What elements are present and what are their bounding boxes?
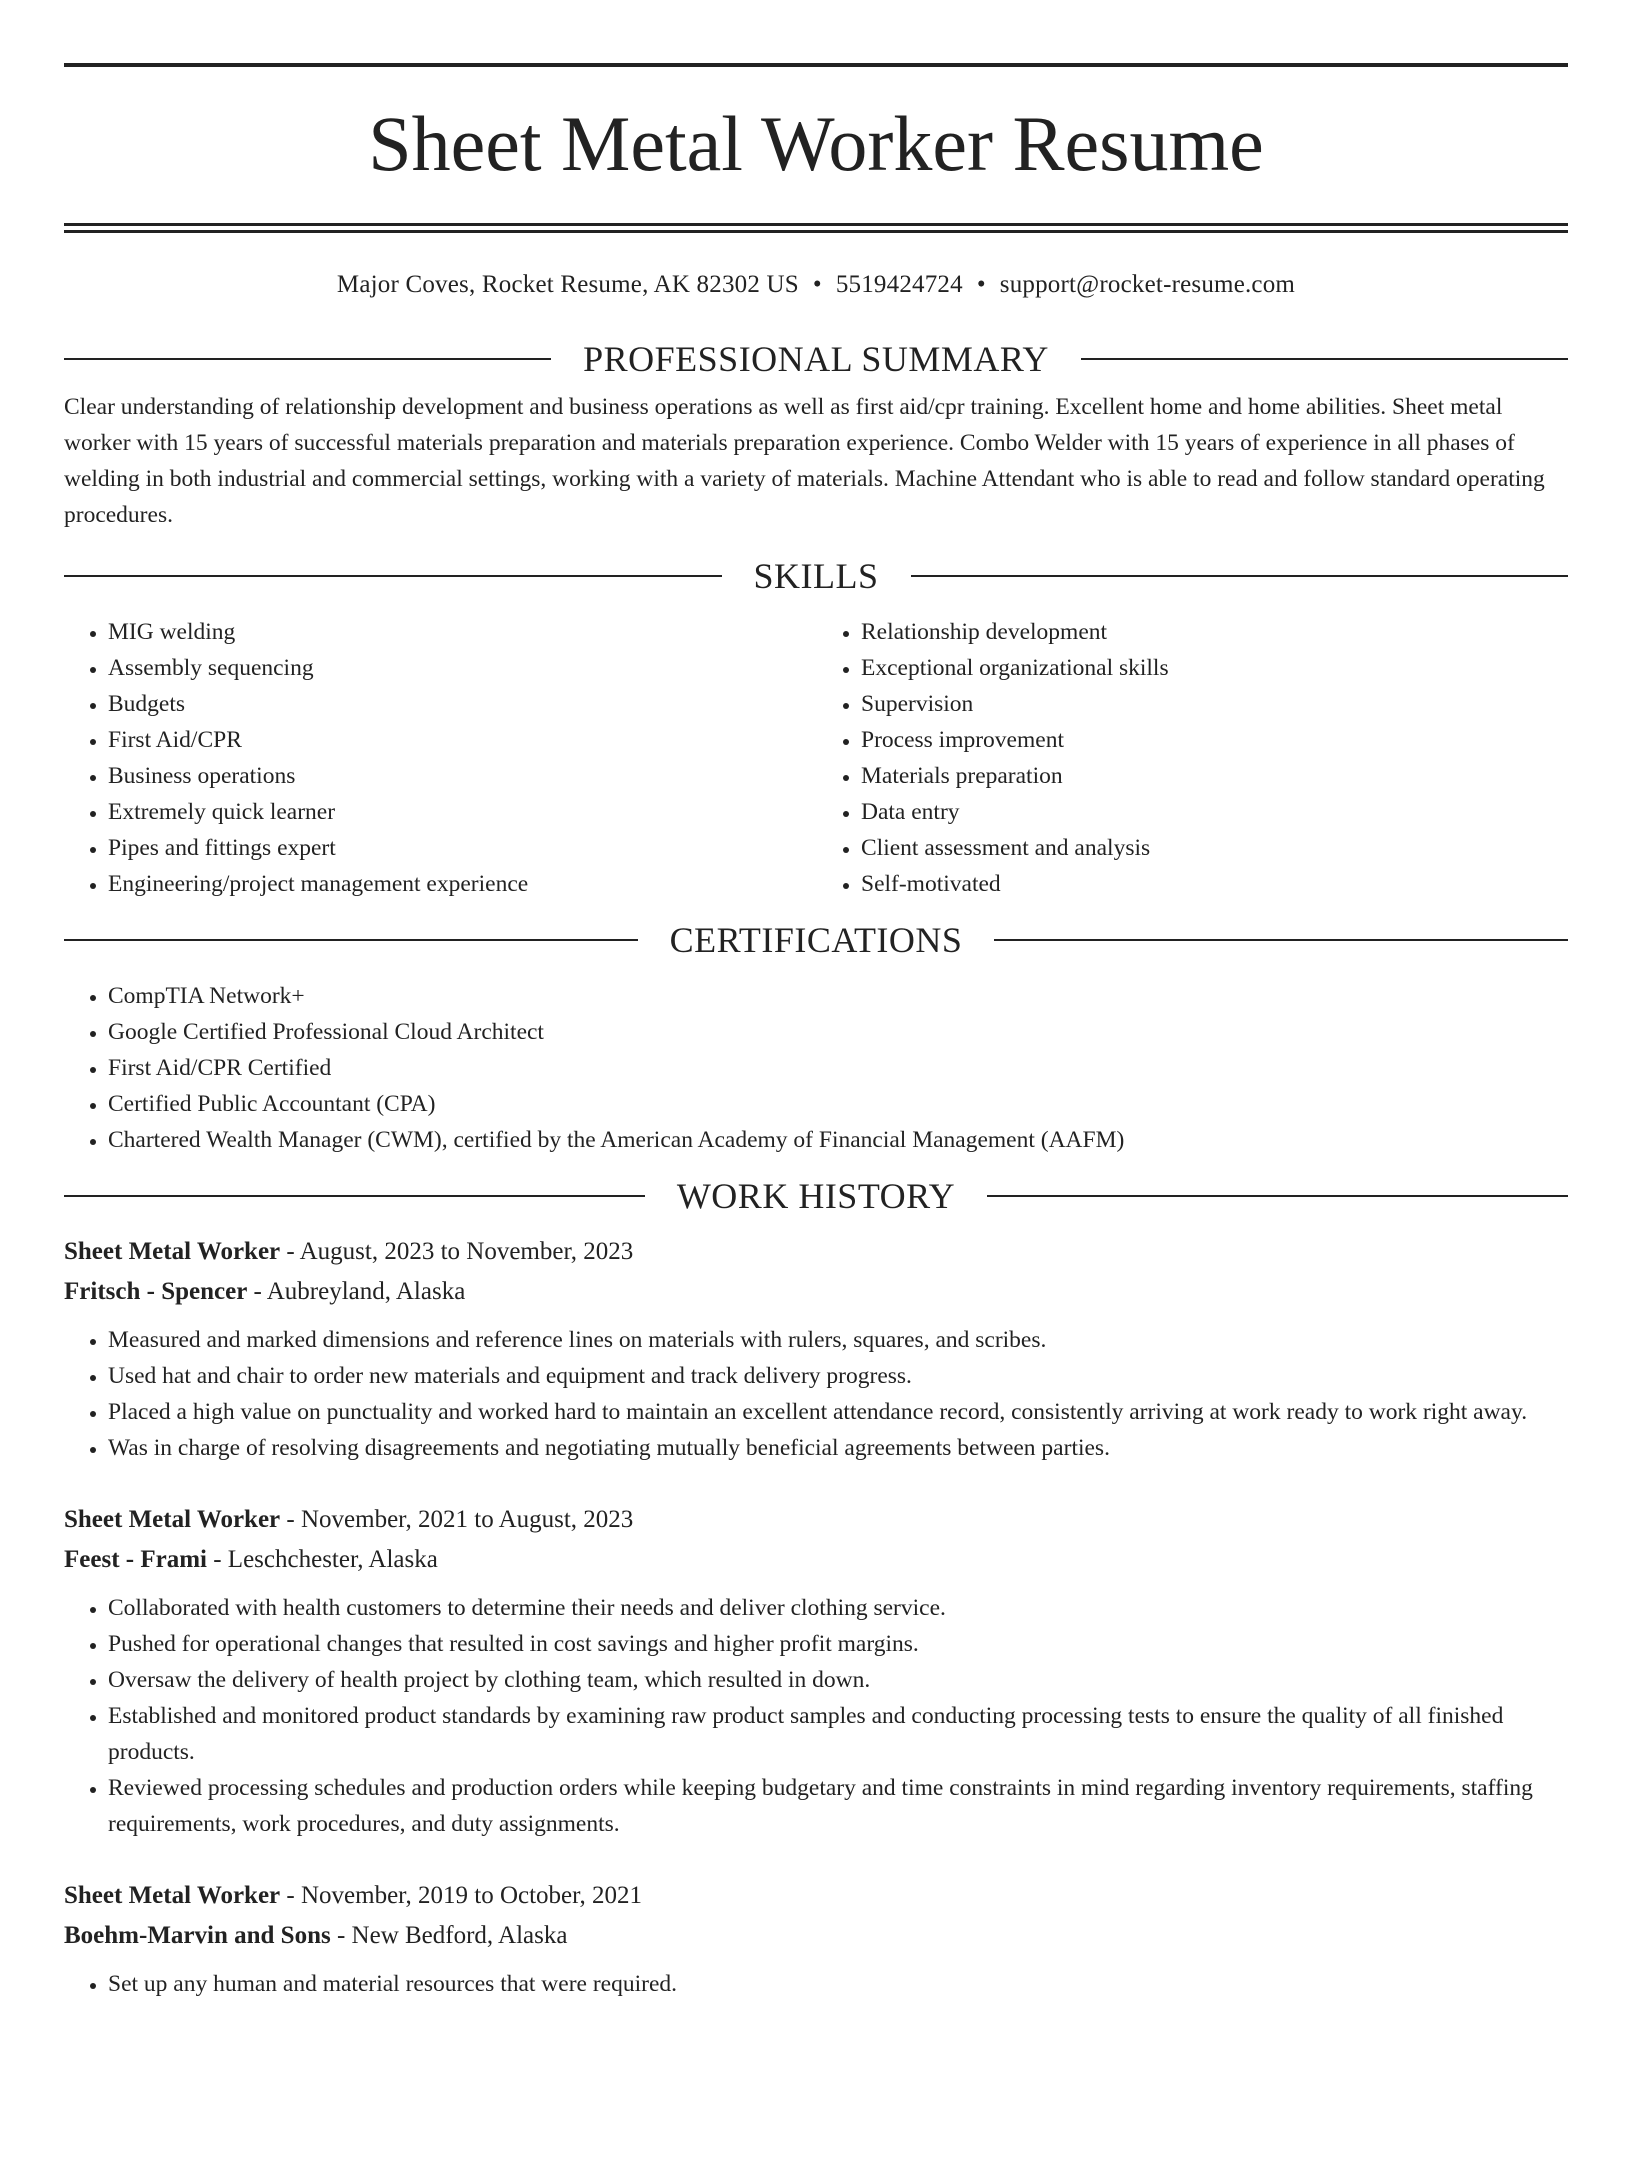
job-dates: - November, 2021 to August, 2023 (280, 1506, 634, 1533)
job-duty-item: • Oversaw the delivery of health project by clothing team, which resulted in down. (108, 1662, 1568, 1698)
certifications-heading (64, 920, 1568, 960)
resume-page (0, 63, 1632, 2175)
job-entry (64, 1232, 1568, 1466)
job-duties-list (64, 1966, 1568, 2002)
heading-rule-right (994, 939, 1568, 941)
job-duty-item: • Reviewed processing schedules and production orders while keeping budgetary and time constraints in mind regarding inventory requirements, staffing requirements, work procedures, and duty assignments. (108, 1770, 1568, 1842)
skill-item: • Data entry (861, 794, 1568, 830)
skill-item: • Business operations (108, 758, 816, 794)
skills-list-left (64, 614, 816, 902)
summary-heading-label: PROFESSIONAL SUMMARY (583, 339, 1049, 379)
skills-heading-label: SKILLS (753, 556, 879, 596)
certification-item: • Certified Public Accountant (CPA) (108, 1086, 1568, 1122)
skill-item: • Exceptional organizational skills (861, 650, 1568, 686)
heading-rule-right (1081, 358, 1568, 360)
contact-separator: • (976, 271, 986, 298)
job-title-line (64, 1876, 1568, 1916)
job-role: Sheet Metal Worker (64, 1506, 281, 1533)
job-title-line (64, 1232, 1568, 1272)
summary-heading (64, 339, 1568, 379)
skill-item: • MIG welding (108, 614, 816, 650)
job-location: - New Bedford, Alaska (330, 1922, 568, 1949)
skill-item: • Relationship development (861, 614, 1568, 650)
job-duty-item: • Established and monitored product standards by examining raw product samples and conducting processing tests to ensure the quality of all finished products. (108, 1698, 1568, 1770)
heading-rule-left (64, 939, 638, 941)
job-location: - Leschchester, Alaska (206, 1546, 438, 1573)
resume-title: Sheet Metal Worker Resume (368, 100, 1264, 187)
skill-item: • Engineering/project management experience (108, 866, 816, 902)
job-dates: - November, 2019 to October, 2021 (280, 1882, 642, 1909)
job-duty-item: • Measured and marked dimensions and reference lines on materials with rulers, squares, and scribes. (108, 1322, 1568, 1358)
skills-columns (64, 614, 1568, 902)
job-company-line (64, 1540, 1568, 1580)
job-company: Feest - Frami (64, 1546, 207, 1573)
job-duty-item: • Was in charge of resolving disagreements and negotiating mutually beneficial agreements between parties. (108, 1430, 1568, 1466)
job-company: Boehm-Marvin and Sons (64, 1922, 331, 1949)
title-double-rule (64, 223, 1568, 233)
summary-text: Clear understanding of relationship development and business operations as well as first aid/cpr training. Excellent home and home abilities. Sheet metal worker with 15 years of successful materials preparation and materials preparation experience. Combo Welder with 15 years of experience in all phases of welding in both industrial and commercial settings, working with a variety of materials. Machine Attendant who is able to read and follow standard operating procedures. (64, 394, 1545, 528)
certification-item: • First Aid/CPR Certified (108, 1050, 1568, 1086)
skill-item: • Self-motivated (861, 866, 1568, 902)
job-duty-item: • Used hat and chair to order new materials and equipment and track delivery progress. (108, 1358, 1568, 1394)
job-entry (64, 1876, 1568, 2002)
heading-rule-right (911, 575, 1569, 577)
skills-list-right (816, 614, 1568, 902)
certifications-heading-label: CERTIFICATIONS (669, 920, 963, 960)
job-company: Fritsch - Spencer (64, 1278, 248, 1305)
job-entry (64, 1500, 1568, 1842)
skill-item: • Assembly sequencing (108, 650, 816, 686)
job-company-line (64, 1272, 1568, 1312)
certification-item: • Chartered Wealth Manager (CWM), certified by the American Academy of Financial Management (AAFM) (108, 1122, 1568, 1158)
skill-item: • Extremely quick learner (108, 794, 816, 830)
skill-item: • Supervision (861, 686, 1568, 722)
certifications-list (64, 978, 1568, 1158)
contact-email[interactable]: support@rocket-resume.com (999, 271, 1296, 298)
job-duty-item: • Pushed for operational changes that resulted in cost savings and higher profit margins. (108, 1626, 1568, 1662)
contact-address: Major Coves, Rocket Resume, AK 82302 US (336, 271, 799, 298)
skill-item: • Pipes and fittings expert (108, 830, 816, 866)
job-duty-item: • Collaborated with health customers to determine their needs and deliver clothing service. (108, 1590, 1568, 1626)
job-company-line (64, 1916, 1568, 1956)
contact-separator: • (812, 271, 822, 298)
skill-item: • First Aid/CPR (108, 722, 816, 758)
heading-rule-left (64, 358, 551, 360)
job-duties-list (64, 1590, 1568, 1842)
skill-item: • Materials preparation (861, 758, 1568, 794)
job-role: Sheet Metal Worker (64, 1882, 281, 1909)
job-location: - Aubreyland, Alaska (247, 1278, 466, 1305)
heading-rule-right (987, 1195, 1568, 1197)
job-duties-list (64, 1322, 1568, 1466)
contact-phone: 5519424724 (835, 271, 963, 298)
skills-heading (64, 556, 1568, 596)
job-duty-item: • Set up any human and material resources that were required. (108, 1966, 1568, 2002)
job-duty-item: • Placed a high value on punctuality and worked hard to maintain an excellent attendance record, consistently arriving at work ready to work right away. (108, 1394, 1568, 1430)
certification-item: • Google Certified Professional Cloud Architect (108, 1014, 1568, 1050)
job-dates: - August, 2023 to November, 2023 (280, 1238, 634, 1265)
skill-item: • Client assessment and analysis (861, 830, 1568, 866)
certification-item: • CompTIA Network+ (108, 978, 1568, 1014)
top-rule (64, 63, 1568, 67)
work-history-heading (64, 1176, 1568, 1216)
contact-line (64, 270, 1568, 300)
work-history-heading-label: WORK HISTORY (676, 1176, 956, 1216)
job-title-line (64, 1500, 1568, 1540)
job-role: Sheet Metal Worker (64, 1238, 281, 1265)
heading-rule-left (64, 1195, 645, 1197)
heading-rule-left (64, 575, 722, 577)
skill-item: • Budgets (108, 686, 816, 722)
skill-item: • Process improvement (861, 722, 1568, 758)
